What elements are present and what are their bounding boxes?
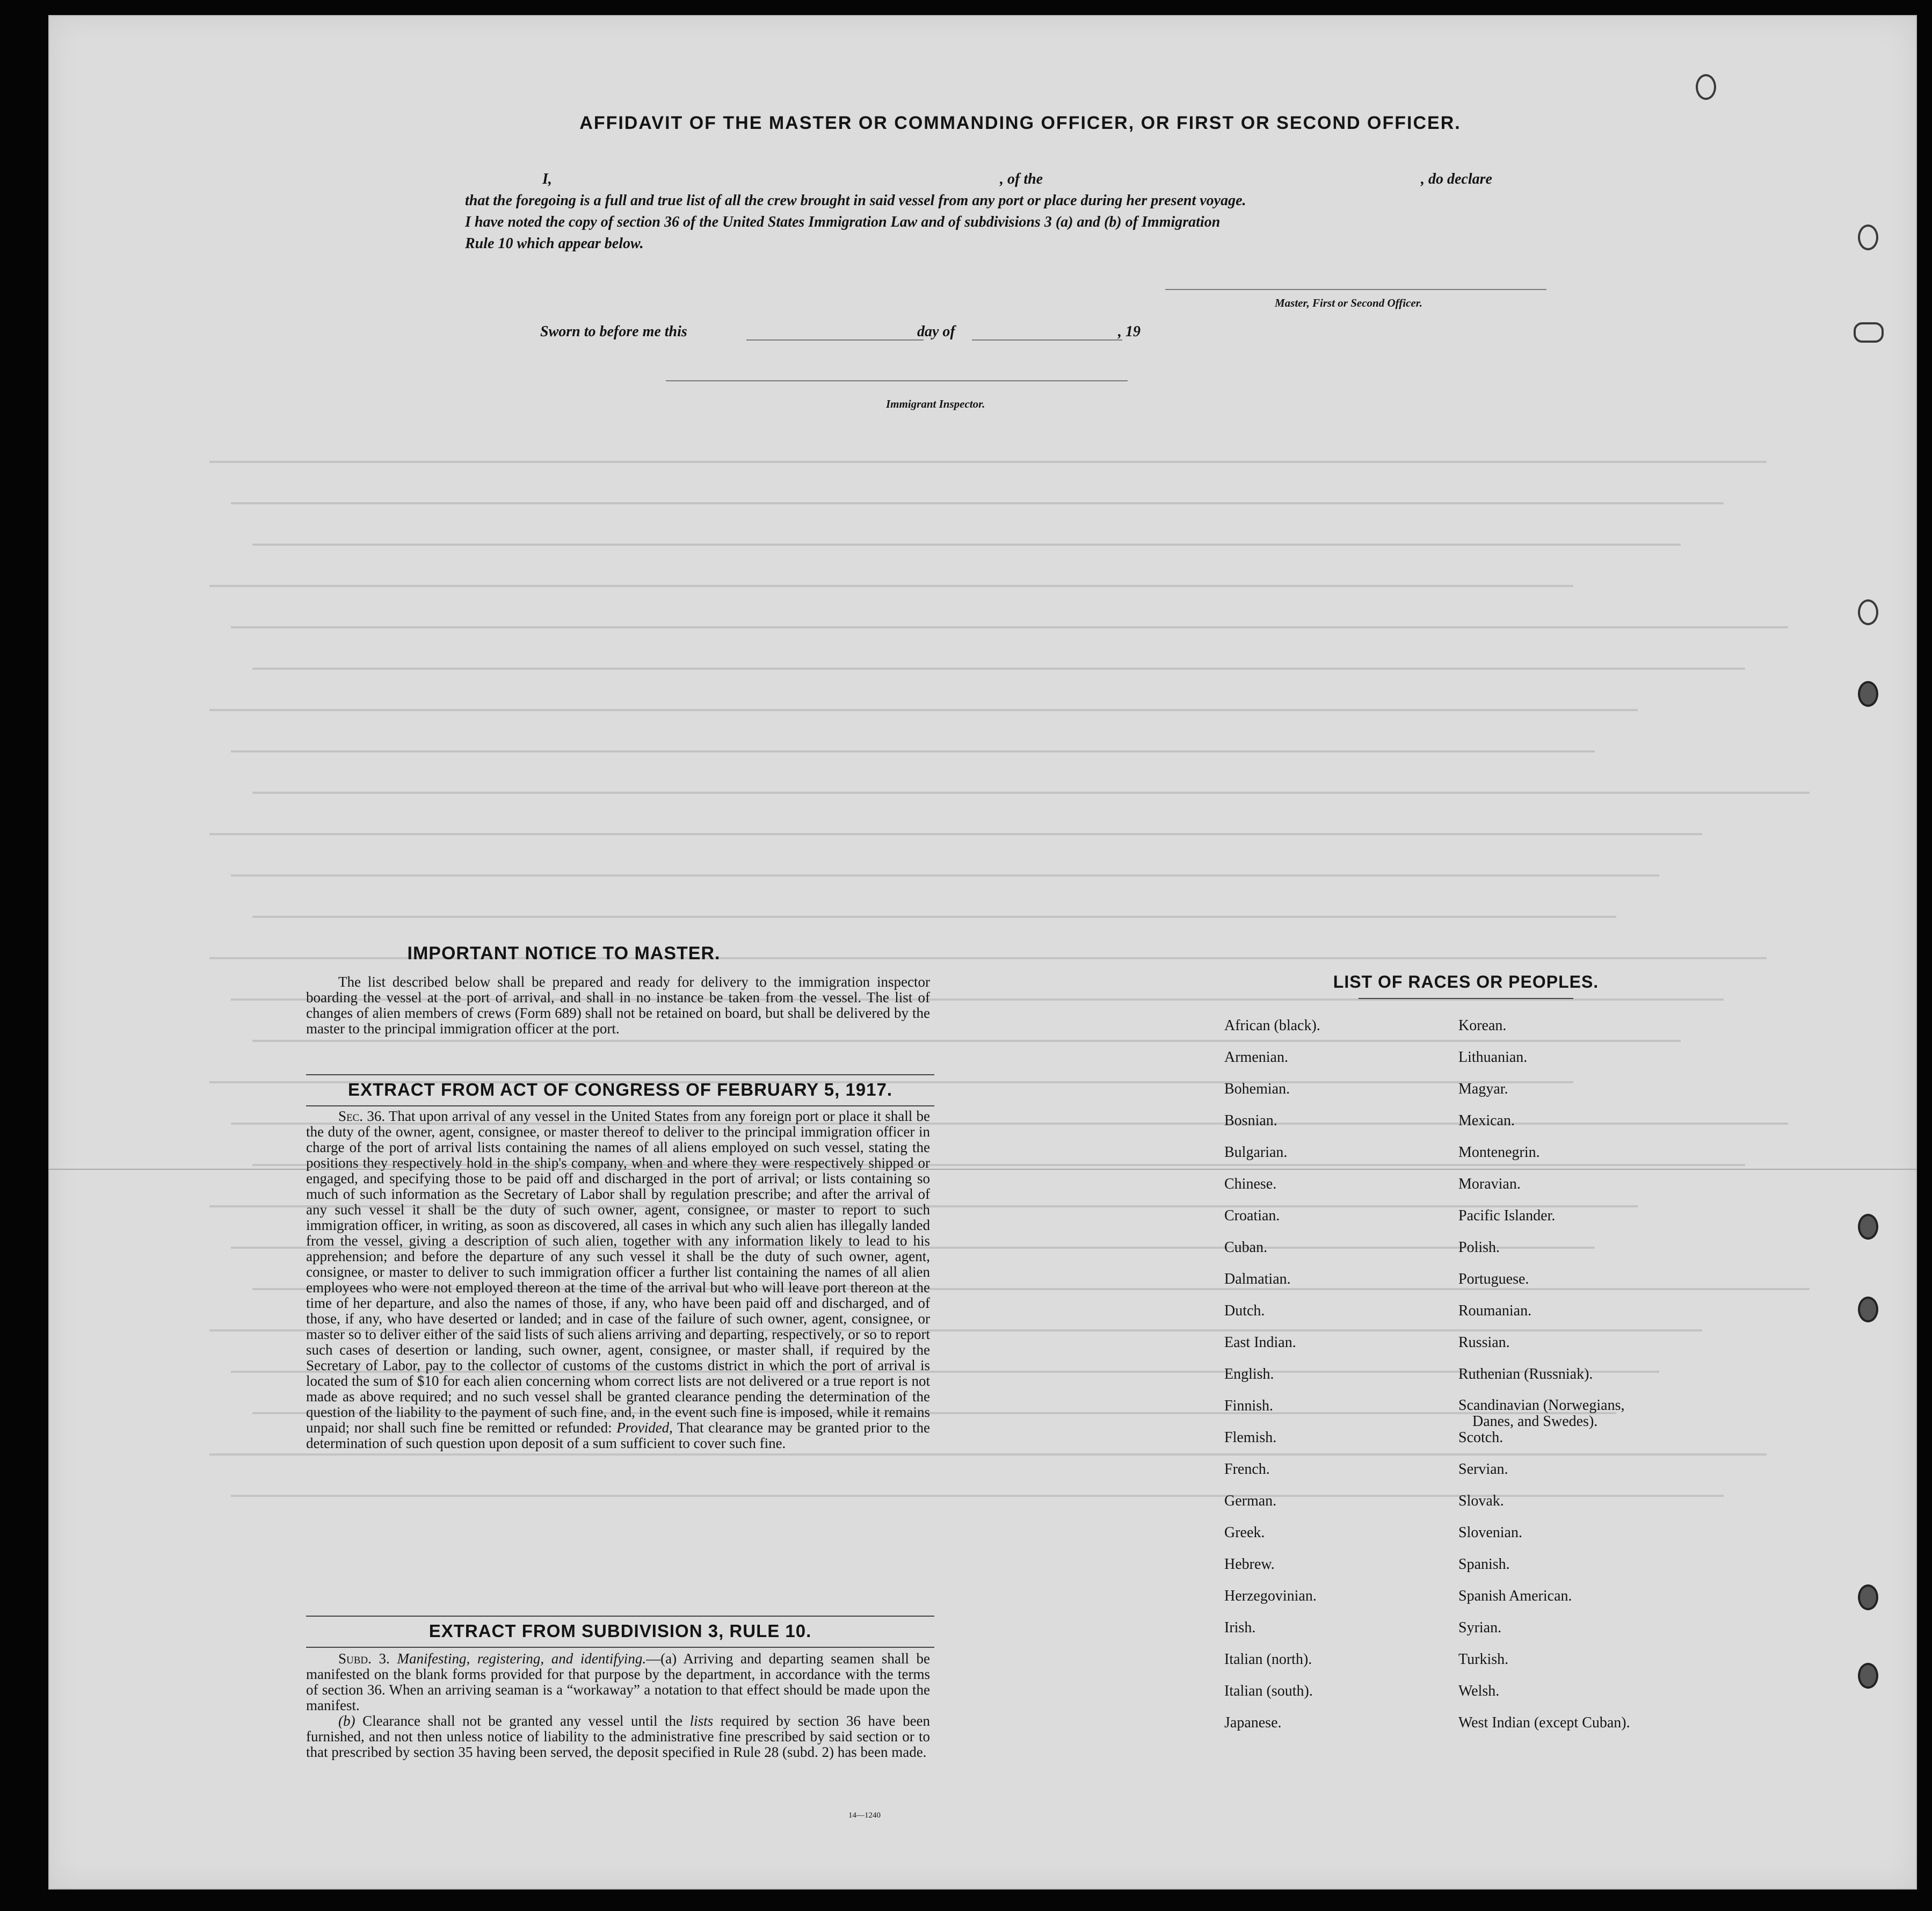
sworn-text: Sworn to before me this	[540, 323, 687, 340]
race-label: Mexican.	[1458, 1112, 1515, 1129]
race-label: Herzegovinian.	[1224, 1588, 1317, 1604]
race-item	[1224, 1144, 1320, 1176]
rule-a-text: Arriving and departing seamen shall be manifested on the blank forms provided for that purpose by the department, in accordance with the terms of section 36. When an arriving seaman is a “workaway” a notation to that effect should be made upon the manifest.	[306, 1651, 931, 1713]
race-label: Slovenian.	[1458, 1524, 1522, 1541]
race-item	[1458, 1207, 1630, 1239]
declaration-do-declare: , do declare	[1421, 171, 1492, 187]
race-item	[1224, 1334, 1320, 1366]
bleed-through-row	[209, 585, 1573, 587]
race-item	[1458, 1112, 1630, 1144]
race-item	[1458, 1334, 1630, 1366]
notice-text	[306, 974, 930, 1037]
act-body-end: That clearance may be granted prior to the determination of such question upon deposit of a sum sufficient to cover such fine.	[306, 1420, 930, 1451]
race-label: Croatian.	[1224, 1207, 1280, 1224]
race-item	[1224, 1017, 1320, 1049]
bleed-through-row	[252, 792, 1810, 794]
punch-hole	[1858, 1584, 1878, 1610]
bleed-through-row	[231, 750, 1595, 752]
declaration-i: I,	[542, 171, 552, 187]
race-label: Roumanian.	[1458, 1302, 1532, 1319]
document-page	[48, 15, 1917, 1890]
punch-hole	[1696, 74, 1716, 100]
race-item	[1458, 1302, 1630, 1334]
act-text	[306, 1109, 930, 1451]
race-item	[1224, 1049, 1320, 1081]
race-label: Ruthenian (Russniak).	[1458, 1366, 1593, 1382]
punch-hole	[1854, 322, 1884, 343]
race-label: Spanish American.	[1458, 1588, 1572, 1604]
race-item	[1224, 1081, 1320, 1112]
race-item	[1458, 1176, 1630, 1207]
race-label: Finnish.	[1224, 1398, 1274, 1414]
race-item	[1224, 1207, 1320, 1239]
inspector-signature-line	[666, 380, 1128, 381]
race-label: Scandinavian (Norwegians,	[1458, 1397, 1625, 1414]
race-label: Scotch.	[1458, 1429, 1504, 1446]
race-item	[1458, 1398, 1630, 1429]
race-label: Dalmatian.	[1224, 1271, 1291, 1287]
race-label: Russian.	[1458, 1334, 1510, 1351]
race-label: Cuban.	[1224, 1239, 1268, 1256]
race-item	[1458, 1366, 1630, 1398]
bleed-through-row	[252, 916, 1616, 918]
bleed-through-row	[252, 544, 1681, 546]
race-item	[1224, 1366, 1320, 1398]
race-item	[1224, 1302, 1320, 1334]
race-item	[1458, 1651, 1630, 1683]
race-label: Greek.	[1224, 1524, 1265, 1541]
race-label: Korean.	[1458, 1017, 1507, 1034]
race-label: Syrian.	[1458, 1619, 1502, 1636]
race-item	[1224, 1429, 1320, 1461]
section-rule	[306, 1074, 934, 1075]
rule-a-label: —(a)	[646, 1651, 677, 1667]
rule-paragraph-b	[306, 1713, 930, 1760]
punch-hole	[1858, 1663, 1878, 1689]
punch-hole	[1858, 599, 1878, 625]
act-title: EXTRACT FROM ACT OF CONGRESS OF FEBRUARY 5, 1917.	[347, 1080, 893, 1099]
bleed-through-row	[231, 626, 1788, 628]
sworn-month-line	[972, 339, 1122, 341]
race-item	[1224, 1651, 1320, 1683]
race-label: West Indian (except Cuban).	[1458, 1714, 1630, 1731]
declaration-line-4: Rule 10 which appear below.	[465, 235, 644, 252]
race-item	[1224, 1493, 1320, 1524]
races-right-column	[1458, 1017, 1630, 1746]
section-rule	[306, 1647, 934, 1648]
race-label: Bosnian.	[1224, 1112, 1277, 1129]
rule-title: EXTRACT FROM SUBDIVISION 3, RULE 10.	[428, 1621, 812, 1641]
race-label: Bulgarian.	[1224, 1144, 1288, 1161]
act-section-label: Sec. 36.	[338, 1108, 386, 1124]
race-label: Turkish.	[1458, 1651, 1509, 1668]
declaration-line-2: that the foregoing is a full and true list of all the crew brought in said vessel from any port or place during her present voyage.	[465, 192, 1246, 209]
race-label: Japanese.	[1224, 1714, 1282, 1731]
race-item	[1224, 1398, 1320, 1429]
bleed-through-row	[252, 668, 1745, 670]
race-label: French.	[1224, 1461, 1270, 1478]
races-left-column	[1224, 1017, 1320, 1746]
race-label: Polish.	[1458, 1239, 1500, 1256]
race-label: Spanish.	[1458, 1556, 1510, 1573]
rule-subd-label: Subd. 3.	[338, 1651, 390, 1667]
race-item	[1224, 1619, 1320, 1651]
section-rule	[306, 1616, 934, 1617]
race-item	[1224, 1461, 1320, 1493]
race-label: East Indian.	[1224, 1334, 1296, 1351]
race-item	[1458, 1017, 1630, 1049]
affidavit-title: AFFIDAVIT OF THE MASTER OR COMMANDING OFFICER, OR FIRST OR SECOND OFFICER.	[579, 113, 1461, 133]
race-label: German.	[1224, 1493, 1277, 1509]
race-label: African (black).	[1224, 1017, 1320, 1034]
race-label: Lithuanian.	[1458, 1049, 1528, 1066]
bleed-through-row	[209, 461, 1767, 463]
act-provided: Provided,	[616, 1420, 673, 1436]
race-item	[1224, 1714, 1320, 1746]
race-item	[1458, 1683, 1630, 1714]
punch-hole	[1858, 1214, 1878, 1240]
master-caption: Master, First or Second Officer.	[1275, 296, 1422, 309]
declaration-line-3: I have noted the copy of section 36 of the United States Immigration Law and of subdivisions 3 (a) and (b) of Immigration	[465, 214, 1221, 230]
rule-b-lists: lists	[689, 1713, 714, 1729]
rule-heading: Manifesting, registering, and identifying.	[397, 1651, 647, 1667]
sworn-day-line	[746, 339, 924, 341]
race-item	[1224, 1683, 1320, 1714]
race-item	[1224, 1524, 1320, 1556]
rule-b-text-2: required by section 36 have been furnished, and not then unless notice of liability to the administrative fine prescribed by said section or to that prescribed by section 35 having been served, the deposit specified in Rule 28 (subd. 2) has been made.	[306, 1713, 931, 1760]
race-item	[1224, 1176, 1320, 1207]
bleed-through-row	[209, 833, 1702, 835]
section-rule	[306, 1105, 934, 1106]
race-label: Magyar.	[1458, 1081, 1508, 1097]
race-item	[1224, 1112, 1320, 1144]
race-item	[1458, 1049, 1630, 1081]
rule-text	[306, 1651, 930, 1760]
race-label: Flemish.	[1224, 1429, 1277, 1446]
race-label: Slovak.	[1458, 1493, 1504, 1509]
bleed-through-row	[231, 502, 1724, 504]
day-of-text: day of	[917, 323, 955, 340]
race-item	[1458, 1429, 1630, 1461]
rule-b-text-1: Clearance shall not be granted any vessel until the	[362, 1713, 683, 1729]
act-paragraph	[306, 1109, 930, 1451]
race-item	[1224, 1271, 1320, 1302]
year-text: , 19	[1118, 323, 1141, 340]
act-body: That upon arrival of any vessel in the United States from any foreign port or place it shall be the duty of the owner, agent, consignee, or master thereof to deliver to the principal immigration officer in charge of the port of arrival lists containing the names of all aliens employed on such vessel, stating the positions they respectively hold in the ship's company, when and where they were respectively shipped or engaged, and specifying those to be paid off and discharged in the port of arrival; or lists containing so much of such information as the Secretary of Labor shall by regulation prescribe; and after the arrival of any such vessel it shall be the duty of such owner, agent, consignee, or master to report to such immigration officer, in writing, as soon as discovered, all cases in which any such alien has illegally landed from the vessel, giving a description of such alien, together with any information likely to lead to his apprehension; and before the departure of any such vessel it shall be the duty of such owner, agent, consignee, or master to deliver to such immigration officer a further list containing the names of all alien employees who were not employed thereon at the time of the arrival but who will leave port thereon at the time of her departure, and also the names of those, if any, who have been paid off and discharged, and of those, if any, who have deserted or landed; and in case of the failure of such owner, agent, consignee, or master so to deliver either of the said lists of such aliens arriving and departing, respectively, or so to report such cases of desertion or landing, such owner, agent, consignee, or master shall, if required by the Secretary of Labor, pay to the collector of customs of the customs district in which the port of arrival is located the sum of $10 for each alien concerning whom correct lists are not delivered or a true report is not made as above required; and no such vessel shall be granted clearance pending the determination of the question of the liability to the payment of such fine, and, in the event such fine is imposed, while it remains unpaid; nor shall such fine be remitted or refunded:	[306, 1108, 931, 1436]
bleed-through-row	[209, 709, 1638, 711]
race-label: Irish.	[1224, 1619, 1256, 1636]
race-label: English.	[1224, 1366, 1274, 1382]
races-title: LIST OF RACES OR PEOPLES.	[1333, 972, 1599, 991]
race-label: Chinese.	[1224, 1176, 1277, 1192]
race-item	[1224, 1239, 1320, 1271]
race-item	[1224, 1588, 1320, 1619]
race-item	[1458, 1619, 1630, 1651]
race-label: Dutch.	[1224, 1302, 1265, 1319]
race-label: Italian (south).	[1224, 1683, 1313, 1699]
inspector-caption: Immigrant Inspector.	[886, 397, 985, 410]
declaration-of-the: , of the	[1000, 171, 1043, 187]
notice-paragraph: The list described below shall be prepared and ready for delivery to the immigration inspector boarding the vessel at the port of arrival, and shall in no instance be taken from the vessel. The list of changes of alien members of crews (Form 689) shall not be retained on board, but shall be delivered by the master to the principal immigration officer at the port.	[306, 974, 930, 1037]
race-label: Moravian.	[1458, 1176, 1521, 1192]
race-item	[1458, 1144, 1630, 1176]
race-item	[1458, 1271, 1630, 1302]
bleed-through-row	[231, 874, 1659, 877]
race-label: Bohemian.	[1224, 1081, 1290, 1097]
race-item	[1458, 1239, 1630, 1271]
race-item	[1458, 1081, 1630, 1112]
race-label: Montenegrin.	[1458, 1144, 1540, 1161]
punch-hole	[1858, 681, 1878, 707]
race-item	[1224, 1556, 1320, 1588]
race-label-continued: Danes, and Swedes).	[1472, 1413, 1598, 1430]
race-item	[1458, 1588, 1630, 1619]
rule-paragraph-a	[306, 1651, 930, 1713]
race-label: Armenian.	[1224, 1049, 1288, 1066]
race-label: Portuguese.	[1458, 1271, 1529, 1287]
notice-title: IMPORTANT NOTICE TO MASTER.	[407, 943, 721, 964]
master-signature-line	[1165, 289, 1546, 290]
race-label: Welsh.	[1458, 1683, 1500, 1699]
rule-b-label: (b)	[338, 1713, 355, 1729]
races-title-rule	[1359, 998, 1573, 999]
form-number: 14—1240	[848, 1811, 881, 1820]
race-item	[1458, 1524, 1630, 1556]
race-item	[1458, 1493, 1630, 1524]
race-label: Servian.	[1458, 1461, 1508, 1478]
race-label: Italian (north).	[1224, 1651, 1312, 1668]
race-label: Pacific Islander.	[1458, 1207, 1556, 1224]
punch-hole	[1858, 225, 1878, 250]
race-item	[1458, 1461, 1630, 1493]
race-label: Hebrew.	[1224, 1556, 1275, 1573]
punch-hole	[1858, 1297, 1878, 1322]
race-item	[1458, 1714, 1630, 1746]
race-item	[1458, 1556, 1630, 1588]
